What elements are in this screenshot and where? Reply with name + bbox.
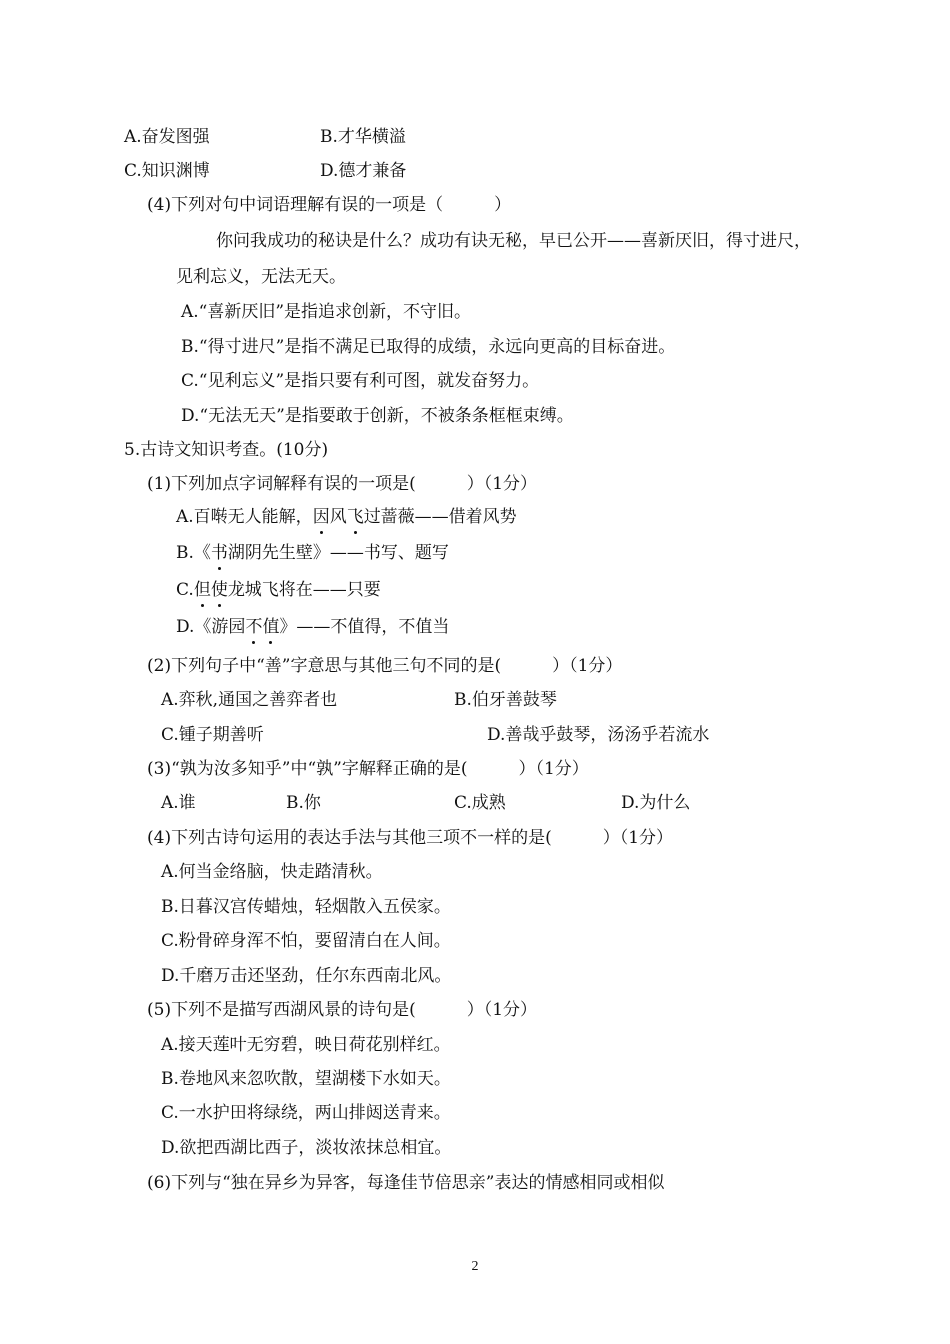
s1-d-suffix: 》——不值得，不值当 bbox=[279, 617, 450, 637]
s4-option-a: A.何当金络脑，快走踏清秋。 bbox=[161, 862, 383, 882]
s4-stem: (4)下列古诗句运用的表达手法与其他三项不一样的是( ）（1分） bbox=[147, 828, 674, 848]
s6-stem: (6)下列与“独在异乡为异客，每逢佳节倍思亲”表达的情感相同或相似 bbox=[147, 1173, 665, 1193]
s2-stem: (2)下列句子中“善”字意思与其他三句不同的是( ）（1分） bbox=[147, 656, 623, 676]
s2-option-c: C.锺子期善听 bbox=[161, 725, 264, 745]
s4-option-b: B.日暮汉宫传蜡烛，轻烟散入五侯家。 bbox=[161, 897, 451, 917]
page-number: 2 bbox=[471, 1259, 479, 1274]
s5-option-c: C.一水护田将绿绕，两山排闼送青来。 bbox=[161, 1103, 451, 1123]
s1-option-a bbox=[176, 506, 517, 528]
s1-option-b bbox=[176, 542, 449, 564]
s2-option-a: A.弈秋,通国之善弈者也 bbox=[161, 690, 338, 710]
q4-passage-line1: 你问我成功的秘诀是什么？成功有诀无秘，早已公开——喜新厌旧，得寸进尺， bbox=[216, 231, 811, 251]
s1-a-suffix: 过蔷薇——借着风势 bbox=[363, 507, 517, 527]
q4-passage-line2: 见利忘义，无法无天。 bbox=[176, 267, 346, 287]
s1-a-prefix: A.百啭无人能解， bbox=[176, 507, 313, 527]
s1-d-prefix: D.《游园 bbox=[176, 617, 246, 637]
emphasis-dot-char: 不 bbox=[245, 617, 263, 637]
q4-option-a: A.“喜新厌旧”是指追求创新，不守旧。 bbox=[181, 302, 472, 322]
emphasis-dot-char: 但 bbox=[193, 580, 211, 600]
s3-option-a: A.谁 bbox=[161, 793, 196, 813]
section5-title: 5.古诗文知识考查。(10分) bbox=[124, 440, 329, 460]
s4-option-c: C.粉骨碎身浑不怕，要留清白在人间。 bbox=[161, 931, 451, 951]
s1-b-prefix: B.《 bbox=[176, 543, 211, 563]
s2-option-d: D.善哉乎鼓琴，汤汤乎若流水 bbox=[487, 725, 710, 745]
s3-option-c: C.成熟 bbox=[454, 793, 506, 813]
s3-stem: (3)“孰为汝多知乎”中“孰”字解释正确的是( ）（1分） bbox=[147, 759, 589, 779]
q4-option-b: B.“得寸进尺”是指不满足已取得的成绩，永远向更高的目标奋进。 bbox=[181, 337, 676, 357]
s5-option-a: A.接天莲叶无穷碧，映日荷花别样红。 bbox=[161, 1035, 451, 1055]
s1-c-prefix: C. bbox=[176, 580, 194, 600]
q4-stem: (4)下列对句中词语理解有误的一项是（ ） bbox=[147, 195, 512, 215]
emphasis-dot-char: 使 bbox=[210, 580, 228, 600]
q3-option-a: A.奋发图强 bbox=[124, 127, 210, 147]
q4-option-d: D.“无法无天”是指要敢于创新，不被条条框框束缚。 bbox=[181, 406, 574, 426]
s1-c-suffix: 龙城飞将在——只要 bbox=[227, 580, 381, 600]
s3-option-d: D.为什么 bbox=[621, 793, 691, 813]
q4-option-c: C.“见利忘义”是指只要有利可图，就发奋努力。 bbox=[181, 371, 540, 391]
s1-option-c bbox=[176, 579, 381, 601]
s5-option-b: B.卷地风来忽吹散，望湖楼下水如天。 bbox=[161, 1069, 451, 1089]
s2-option-b: B.伯牙善鼓琴 bbox=[454, 690, 557, 710]
emphasis-dot-char: 飞 bbox=[346, 507, 364, 527]
s1-option-d bbox=[176, 616, 449, 638]
s1-b-suffix: 湖阴先生壁》——书写、题写 bbox=[227, 543, 449, 563]
s1-stem: (1)下列加点字词解释有误的一项是( ）（1分） bbox=[147, 474, 538, 494]
s1-a-middle: 风 bbox=[329, 507, 347, 527]
s5-option-d: D.欲把西湖比西子，淡妆浓抹总相宜。 bbox=[161, 1138, 452, 1158]
s5-stem: (5)下列不是描写西湖风景的诗句是( ）（1分） bbox=[147, 1000, 538, 1020]
emphasis-dot-char: 因 bbox=[312, 507, 330, 527]
q3-option-b: B.才华横溢 bbox=[320, 127, 406, 147]
q3-option-c: C.知识渊博 bbox=[124, 161, 210, 181]
emphasis-dot-char: 书 bbox=[210, 543, 228, 563]
emphasis-dot-char: 值 bbox=[262, 617, 280, 637]
s4-option-d: D.千磨万击还坚劲，任尔东西南北风。 bbox=[161, 966, 452, 986]
q3-option-d: D.德才兼备 bbox=[320, 161, 407, 181]
s3-option-b: B.你 bbox=[286, 793, 321, 813]
